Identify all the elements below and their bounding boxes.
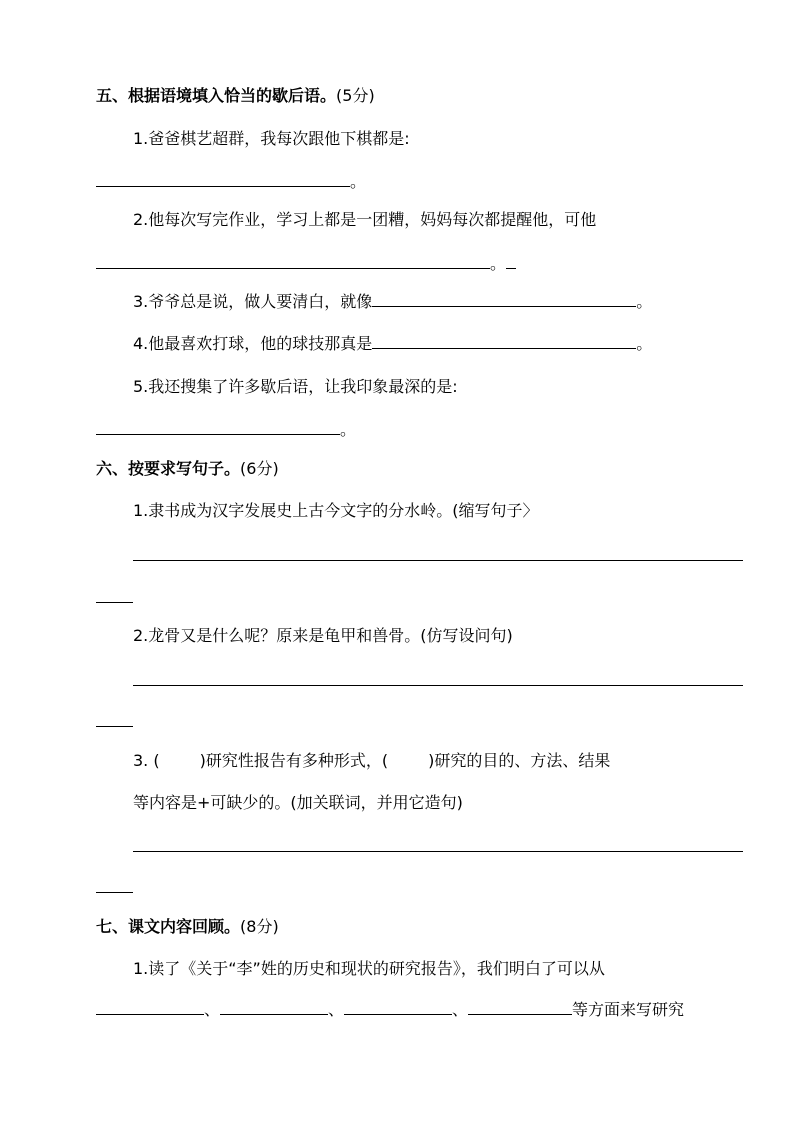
s5-question-3: 3.爷爷总是说，做人要清白，就像 — [133, 292, 373, 311]
s7-separator-1: 、 — [204, 1000, 221, 1019]
s7-separator-3: 、 — [452, 1000, 469, 1019]
s6-question-3-part-b: )研究性报告有多种形式，( — [199, 751, 389, 770]
s6-answer-3-line-cont[interactable] — [96, 892, 133, 893]
s5-answer-3-blank[interactable] — [372, 292, 636, 307]
s6-question-3-part-c: )研究的目的、方法、结果 — [428, 751, 611, 770]
s6-answer-1-line[interactable] — [133, 560, 743, 561]
s5-answer-3-period: 。 — [636, 292, 653, 311]
s5-question-2: 2.他每次写完作业，学习上都是一团糟，妈妈每次都提醒他，可他 — [133, 210, 597, 229]
s7-answer-tail: 等方面来写研究 — [572, 1000, 685, 1019]
s5-question-4-row — [133, 334, 652, 354]
s5-question-3-row — [133, 292, 652, 312]
s6-answer-1-line-cont[interactable] — [96, 602, 133, 603]
s5-answer-4-blank[interactable] — [372, 334, 636, 349]
s5-answer-1-line[interactable] — [96, 172, 366, 192]
s6-answer-2-line[interactable] — [133, 685, 743, 686]
s5-answer-2-line[interactable] — [96, 254, 516, 274]
s5-answer-1-period: 。 — [350, 172, 367, 191]
s7-answer-1-row — [96, 1000, 684, 1020]
section-7-title: 七、课文内容回顾。 — [96, 917, 241, 936]
section-5-title: 五、根据语境填入恰当的歇后语。 — [96, 86, 337, 105]
s5-answer-5-period: 。 — [340, 420, 357, 439]
s7-answer-blank-2[interactable] — [220, 1000, 328, 1015]
s6-answer-2-line-cont[interactable] — [96, 726, 133, 727]
s7-answer-blank-1[interactable] — [96, 1000, 204, 1015]
section-6-score: (6分) — [240, 459, 279, 478]
s5-answer-5-line[interactable] — [96, 420, 356, 440]
s7-question-1: 1.读了《关于“李”姓的历史和现状的研究报告》，我们明白了可以从 — [133, 959, 605, 978]
section-6-heading — [96, 459, 279, 479]
s5-question-5: 5.我还搜集了许多歇后语，让我印象最深的是: — [133, 377, 458, 396]
s6-question-1: 1.隶书成为汉字发展史上古今文字的分水岭。(缩写句子〉 — [133, 501, 539, 520]
section-5-score: (5分) — [336, 86, 375, 105]
s6-question-3-cont: 等内容是+可缺少的。(加关联词，并用它造句) — [133, 793, 463, 812]
s6-question-3-row — [133, 751, 610, 771]
s5-question-1: 1.爸爸棋艺超群，我每次跟他下棋都是: — [133, 129, 410, 148]
s6-question-3-part-a: 3. ( — [133, 751, 160, 770]
s6-question-2: 2.龙骨又是什么呢？原来是龟甲和兽骨。(仿写设问句) — [133, 626, 513, 645]
section-7-heading — [96, 917, 279, 937]
s5-answer-1-blank[interactable] — [96, 172, 350, 187]
s7-answer-blank-3[interactable] — [344, 1000, 452, 1015]
s5-question-4: 4.他最喜欢打球，他的球技那真是 — [133, 334, 373, 353]
section-6-title: 六、按要求写句子。 — [96, 459, 241, 478]
s6-answer-3-line[interactable] — [133, 851, 743, 852]
section-5-heading — [96, 86, 375, 106]
s5-answer-5-blank[interactable] — [96, 420, 340, 435]
s7-answer-blank-4[interactable] — [468, 1000, 572, 1015]
s5-answer-2-period: 。 — [490, 254, 507, 273]
s5-answer-2-tail — [506, 254, 516, 269]
s5-answer-4-period: 。 — [636, 334, 653, 353]
s7-separator-2: 、 — [328, 1000, 345, 1019]
section-7-score: (8分) — [240, 917, 279, 936]
s5-answer-2-blank[interactable] — [96, 254, 490, 269]
